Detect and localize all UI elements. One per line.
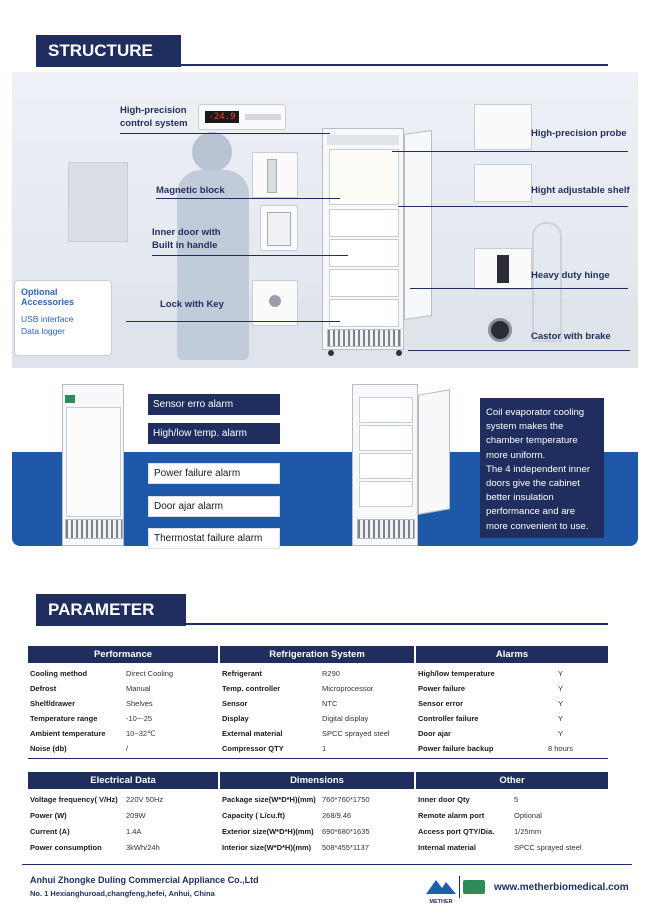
table-row [30,711,97,725]
param-value: Optional [514,810,542,820]
alarm-temperature: High/low temp. alarm [148,423,280,444]
alarm-sensor-error: Sensor erro alarm [148,394,280,415]
table-row [418,741,493,755]
freezer-cabinet [322,128,404,350]
param-value: Y [558,683,564,693]
param-value: Manual [126,683,151,693]
table-row [30,808,67,822]
param-key: Access port QTY/Dia. [418,826,495,836]
param-key: Power consumption [30,842,102,852]
freezer-vent [327,329,401,347]
param-key: Current (A) [30,826,70,836]
performance-header: Performance [28,646,218,663]
table-row [30,792,118,806]
accessories-title: Optional Accessories [21,287,75,307]
param-key: Compressor QTY [222,743,284,753]
table-row [418,824,494,838]
company-name: Anhui Zhongke Duling Commercial Appliance Co.,Ltd [30,875,259,885]
lab-monitor-cart [68,162,128,242]
table-row [418,681,465,695]
table-row [222,726,282,740]
table-row [222,666,262,680]
mountain-logo-icon [426,876,456,894]
table-row [30,726,105,740]
param-value: Y [558,668,564,678]
param-value: 3kWh/24h [126,842,160,852]
param-value: Y [558,713,564,723]
param-key: Sensor [222,698,248,708]
param-value: 760*760*1750 [322,794,370,804]
param-key: Defrost [30,683,57,693]
label-control-system: High-precision control system [120,105,188,129]
param-value: Direct Cooling [126,668,174,678]
structure-heading: STRUCTURE [36,35,181,67]
pm-logo-icon [463,880,485,894]
param-value: Y [558,698,564,708]
param-value: 209W [126,810,146,820]
alarm-power-failure: Power failure alarm [148,463,280,484]
param-key: Temp. controller [222,683,281,693]
pointer-magnetic-block [156,198,340,199]
pointer-shelf [398,206,628,207]
inner-drawer [359,425,413,451]
table-row [222,696,247,710]
inner-drawer [359,453,413,479]
param-value: -10~-25 [126,713,153,723]
param-key: Door ajar [418,728,451,738]
label-adjustable-shelf: Hight adjustable shelf [531,185,630,196]
table-row [418,808,484,822]
inner-drawer [359,481,413,507]
label-probe: High-precision probe [531,128,627,139]
inner-drawer [329,239,399,267]
param-key: Controller failure [418,713,479,723]
table-row [222,808,285,822]
magnet-strip-shape [267,159,277,193]
param-value: Microprocessor [322,683,374,693]
table-row [418,666,495,680]
param-value: 1 [322,743,327,753]
inner-drawer [359,397,413,423]
shelf-thumbnail [474,164,532,202]
param-key: Capacity ( L/cu.ft) [222,810,285,820]
param-key: Remote alarm port [418,810,485,820]
freezer-display-strip [327,135,399,145]
accessory-logger: Data logger [21,326,65,336]
brand-logo-icon [65,395,75,403]
freezer-closed-image [62,384,124,546]
lock-thumbnail [252,280,298,326]
pointer-inner-door [152,255,348,256]
param-value: 1.4A [126,826,142,836]
pointer-probe [392,151,628,152]
control-buttons-strip [245,114,281,120]
table-row [222,792,316,806]
control-panel-thumbnail [198,104,286,130]
label-hinge: Heavy duty hinge [531,270,610,281]
param-key: Power failure backup [418,743,494,753]
castor-wheel [396,350,402,356]
alarms-header: Alarms [416,646,608,663]
param-key: Power (W) [30,810,67,820]
pointer-hinge [410,288,628,289]
freezer-open-door [404,130,432,320]
param-key: Cooling method [30,668,88,678]
parameter-heading-rule [36,623,608,625]
label-castor: Castor with brake [531,331,611,342]
person-head [192,132,232,172]
table-row [30,696,75,710]
label-inner-door: Inner door with Built in handle [152,227,221,251]
hinge-icon [497,255,509,283]
param-value: 508*455*1137 [322,842,369,852]
param-value: Y [558,728,564,738]
pointer-control-system [120,133,330,134]
pointer-lock-key [126,321,340,322]
param-key: Refrigerant [222,668,263,678]
param-value: Digital display [322,713,369,723]
param-key: Power failure [418,683,466,693]
param-value: Shelves [126,698,153,708]
inner-door-thumbnail [260,205,298,251]
pointer-castor [408,350,630,351]
hinge-thumbnail [474,248,532,290]
brand-wordmark: METHER [429,899,453,905]
param-key: Ambient temperature [30,728,106,738]
website-link[interactable]: www.metherbiomedical.com [494,882,629,893]
dimensions-header: Dimensions [220,772,414,789]
optional-accessories-box [14,280,112,356]
param-key: Voltage frequency( V/Hz) [30,794,118,804]
feature-description: Coil evaporator cooling system makes the chamber temperature more uniform. The 4 independent inner doors give the cabinet better insulation performance and are more convenient to use. [480,398,604,538]
freezer-vent [357,519,415,539]
freezer-top-chamber [329,149,399,205]
param-key: External material [222,728,283,738]
inner-drawer [329,269,399,297]
mether-logo [426,876,456,905]
table-row [418,840,476,854]
param-key: Interior size(W*D*H)(mm) [222,842,312,852]
param-key: Sensor error [418,698,464,708]
inner-drawer [329,299,399,327]
other-header: Other [416,772,608,789]
table-row [418,792,470,806]
param-value: NTC [322,698,338,708]
castor-thumbnail [474,310,532,350]
param-value: / [126,743,129,753]
table-row [30,681,56,695]
param-key: Noise (db) [30,743,67,753]
param-value: 10~32℃ [126,728,156,738]
inner-drawer [329,209,399,237]
param-value: 268/9.46 [322,810,352,820]
alarm-door-ajar: Door ajar alarm [148,496,280,517]
table-divider [28,758,608,759]
lock-icon [269,295,281,307]
castor-icon [488,318,512,342]
table-row [30,666,87,680]
footer-rule [22,864,632,865]
param-value: SPCC sprayed steel [514,842,582,852]
table-row [418,696,463,710]
inner-door-shape [267,212,291,246]
param-value: 690*680*1635 [322,826,370,836]
param-key: Package size(W*D*H)(mm) [222,794,316,804]
parameter-heading: PARAMETER [36,594,186,626]
freezer-open-image [352,384,418,546]
structure-heading-rule [36,64,608,66]
param-key: Inner door Qty [418,794,470,804]
param-key: High/low temperature [418,668,495,678]
temperature-readout: -24.9 [205,111,239,123]
param-key: Exterior size(W*D*H)(mm) [222,826,314,836]
label-lock-key: Lock with Key [160,299,224,310]
freezer-door [66,407,121,517]
refrigeration-header: Refrigeration System [220,646,414,663]
param-value: 8 hours [548,743,574,753]
freezer-vent [65,519,123,539]
table-row [222,711,249,725]
param-key: Shelf/drawer [30,698,76,708]
table-row [418,726,451,740]
param-key: Internal material [418,842,476,852]
freezer-open-door [418,389,450,515]
param-value: 220V 50Hz [126,794,164,804]
magnetic-block-thumbnail [252,152,298,198]
accessory-usb: USB interface [21,314,74,324]
param-key: Display [222,713,249,723]
table-row [418,711,478,725]
table-row [222,741,284,755]
table-row [222,840,311,854]
param-value: 1/25mm [514,826,542,836]
logo-divider [459,876,460,898]
alarm-thermostat-failure: Thermostat failure alarm [148,528,280,549]
table-row [30,741,67,755]
param-key: Temperature range [30,713,98,723]
table-row [30,824,70,838]
param-value: 5 [514,794,519,804]
company-address: No. 1 Hexianghuroad,changfeng,hefei, Anhui, China [30,889,215,898]
lab-faucet [532,222,562,342]
table-row [30,840,102,854]
castor-wheel [328,350,334,356]
electrical-header: Electrical Data [28,772,218,789]
param-value: SPCC sprayed steel [322,728,390,738]
table-row [222,681,280,695]
param-value: R290 [322,668,340,678]
table-row [222,824,314,838]
label-magnetic-block: Magnetic block [156,185,225,196]
probe-thumbnail [474,104,532,150]
